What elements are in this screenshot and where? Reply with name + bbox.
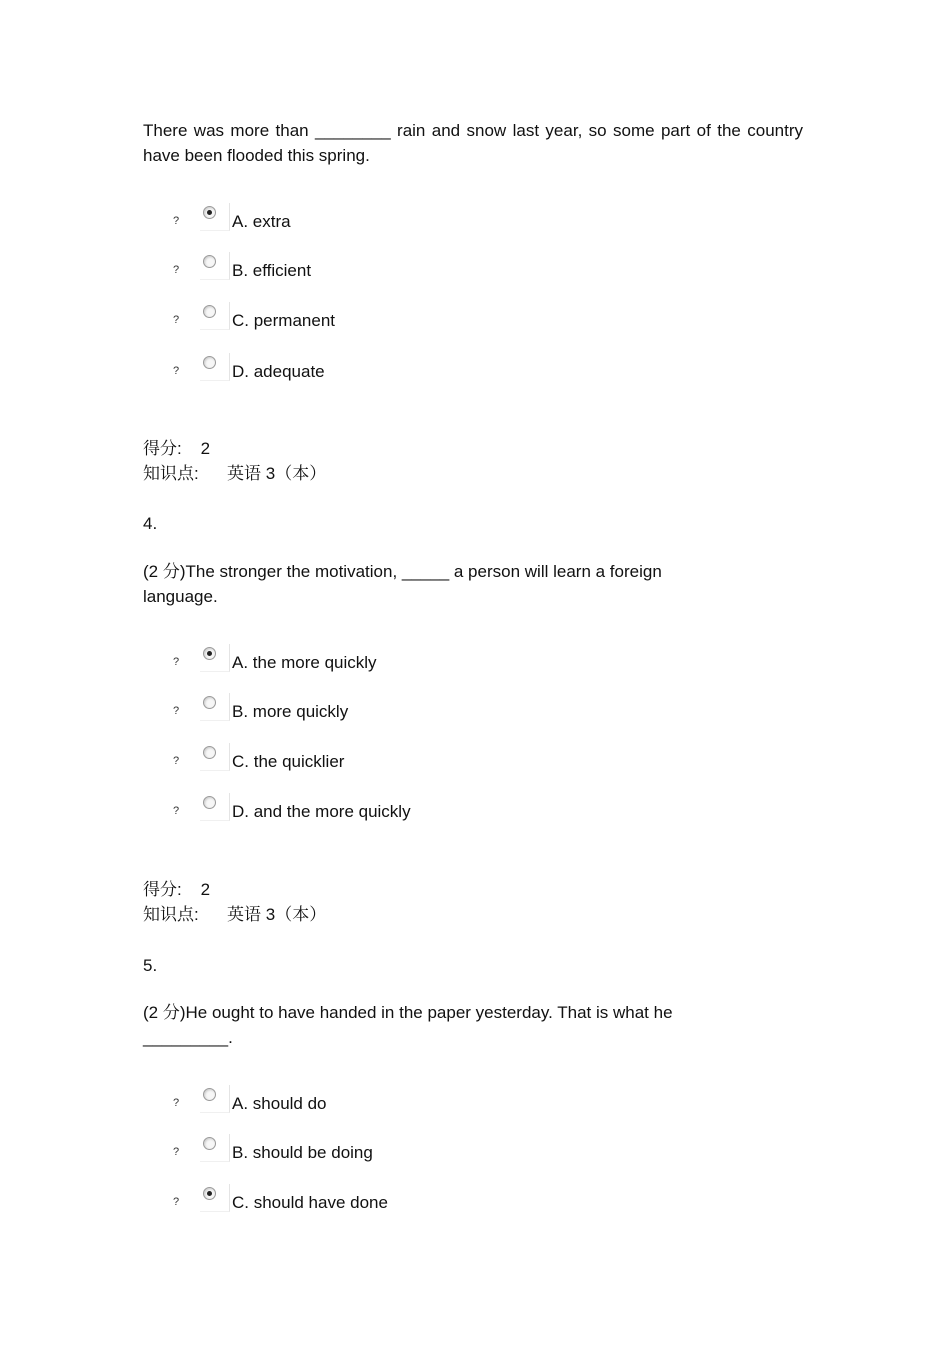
option-c[interactable] bbox=[170, 304, 570, 334]
bullet-marker: ? bbox=[173, 264, 180, 276]
bullet-marker: ? bbox=[173, 656, 180, 668]
radio-button-selected[interactable] bbox=[200, 1184, 230, 1212]
radio-button-selected[interactable] bbox=[200, 203, 230, 231]
radio-empty-icon bbox=[203, 1088, 216, 1101]
radio-selected-icon bbox=[203, 647, 216, 660]
score-line: 得分: 2 bbox=[143, 439, 211, 458]
radio-button[interactable] bbox=[200, 793, 230, 821]
option-d[interactable] bbox=[170, 795, 570, 825]
option-label: B. efficient bbox=[232, 261, 312, 280]
option-c[interactable] bbox=[170, 1186, 570, 1216]
option-label: A. extra bbox=[232, 212, 291, 231]
radio-selected-icon bbox=[203, 1187, 216, 1200]
bullet-marker: ? bbox=[173, 1097, 180, 1109]
radio-button[interactable] bbox=[200, 1134, 230, 1162]
option-label: D. and the more quickly bbox=[232, 802, 411, 821]
bullet-marker: ? bbox=[173, 705, 180, 717]
option-label: B. should be doing bbox=[232, 1143, 373, 1162]
question-text: There was more than ________ rain and snow last year, so some part of the country have been flooded this spring. bbox=[143, 121, 803, 165]
option-b[interactable] bbox=[170, 254, 570, 284]
radio-button[interactable] bbox=[200, 252, 230, 280]
bullet-marker: ? bbox=[173, 314, 180, 326]
option-a[interactable] bbox=[170, 1087, 570, 1117]
bullet-marker: ? bbox=[173, 1146, 180, 1158]
radio-selected-icon bbox=[203, 206, 216, 219]
radio-button-selected[interactable] bbox=[200, 644, 230, 672]
question-text: (2 分)He ought to have handed in the paper yesterday. That is what he _________. bbox=[143, 1003, 673, 1047]
bullet-marker: ? bbox=[173, 365, 180, 377]
knowledge-point-line: 知识点: 英语 3（本） bbox=[143, 905, 327, 924]
bullet-marker: ? bbox=[173, 755, 180, 767]
question-number: 5. bbox=[143, 956, 158, 975]
radio-empty-icon bbox=[203, 1137, 216, 1150]
option-label: C. the quicklier bbox=[232, 752, 345, 771]
question-number: 4. bbox=[143, 514, 158, 533]
radio-empty-icon bbox=[203, 305, 216, 318]
radio-empty-icon bbox=[203, 746, 216, 759]
radio-empty-icon bbox=[203, 796, 216, 809]
bullet-marker: ? bbox=[173, 805, 180, 817]
option-label: B. more quickly bbox=[232, 702, 349, 721]
option-label: A. the more quickly bbox=[232, 653, 377, 672]
question-text: (2 分)The stronger the motivation, _____ a person will learn a foreign language. bbox=[143, 562, 662, 606]
option-b[interactable] bbox=[170, 695, 570, 725]
bullet-marker: ? bbox=[173, 215, 180, 227]
radio-button[interactable] bbox=[200, 743, 230, 771]
radio-button[interactable] bbox=[200, 302, 230, 330]
radio-empty-icon bbox=[203, 356, 216, 369]
option-a[interactable] bbox=[170, 646, 570, 676]
radio-button[interactable] bbox=[200, 1085, 230, 1113]
option-a[interactable] bbox=[170, 205, 570, 235]
radio-empty-icon bbox=[203, 696, 216, 709]
score-line: 得分: 2 bbox=[143, 880, 211, 899]
bullet-marker: ? bbox=[173, 1196, 180, 1208]
option-label: A. should do bbox=[232, 1094, 327, 1113]
option-label: D. adequate bbox=[232, 362, 325, 381]
knowledge-point-line: 知识点: 英语 3（本） bbox=[143, 464, 327, 483]
option-b[interactable] bbox=[170, 1136, 570, 1166]
radio-empty-icon bbox=[203, 255, 216, 268]
radio-button[interactable] bbox=[200, 693, 230, 721]
radio-button[interactable] bbox=[200, 353, 230, 381]
option-d[interactable] bbox=[170, 355, 570, 385]
option-c[interactable] bbox=[170, 745, 570, 775]
option-label: C. permanent bbox=[232, 311, 335, 330]
option-label: C. should have done bbox=[232, 1193, 388, 1212]
